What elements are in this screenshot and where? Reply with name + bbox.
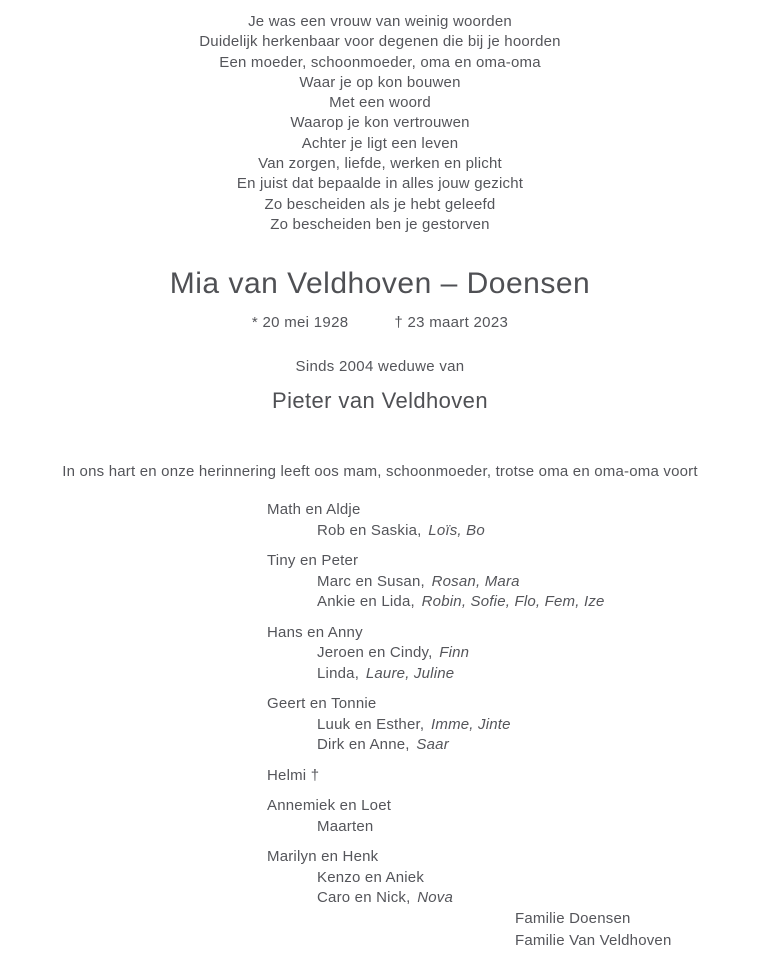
grandchildren-names: Laure, Juline (365, 664, 455, 682)
signature-line: Familie Van Veldhoven (515, 931, 672, 949)
spouse-name: Pieter van Veldhoven (272, 388, 488, 414)
poem-line: Waar je op kon bouwen (299, 73, 461, 91)
grandchildren-names: Loïs, Bo (428, 521, 485, 539)
family-child (317, 715, 760, 736)
family-child (317, 868, 760, 889)
family-child (317, 643, 760, 664)
child-names: Kenzo en Aniek (317, 868, 425, 886)
family-child (317, 817, 760, 838)
family-child (317, 572, 760, 593)
poem (0, 0, 760, 235)
poem-line: Van zorgen, liefde, werken en plicht (258, 155, 502, 173)
grandchildren-names: Finn (439, 644, 470, 662)
family-child (317, 521, 760, 542)
child-names: Ankie en Lida, (317, 593, 415, 611)
signature-line: Familie Doensen (515, 910, 631, 927)
poem-line: Een moeder, schoonmoeder, oma en oma-oma (219, 53, 541, 71)
family-child (317, 592, 760, 613)
family-group (267, 766, 760, 787)
widow-note: Sinds 2004 weduwe van (295, 358, 465, 376)
child-names: Dirk en Anne, (317, 736, 410, 754)
grandchildren-names: Nova (417, 889, 454, 907)
child-names: Linda, (317, 664, 360, 682)
child-names: Luuk en Esther, (317, 715, 425, 733)
family-parents: Annemiek en Loet (267, 797, 392, 815)
grandchildren-names: Robin, Sofie, Flo, Fem, Ize (421, 593, 605, 611)
deceased-name: Mia van Veldhoven – Doensen (169, 267, 591, 301)
memorial-line: In ons hart en onze herinnering leeft oos mam, schoonmoeder, trotse oma en oma-oma voort (62, 463, 698, 481)
birth-date: * 20 mei 1928 (251, 314, 349, 332)
family-parents: Marilyn en Henk (267, 848, 379, 866)
child-names: Maarten (317, 817, 374, 835)
family-child (317, 664, 760, 685)
poem-line: Met een woord (329, 94, 431, 112)
child-names: Marc en Susan, (317, 572, 425, 590)
death-date: † 23 maart 2023 (394, 314, 509, 332)
family-group (267, 796, 760, 837)
grandchildren-names: Imme, Jinte (431, 715, 511, 733)
poem-line: Waarop je kon vertrouwen (290, 114, 470, 132)
child-names: Caro en Nick, (317, 889, 411, 907)
family-list (267, 500, 760, 909)
family-group (267, 694, 760, 756)
grandchildren-names: Rosan, Mara (431, 572, 520, 590)
family-parents: Helmi † (267, 766, 320, 784)
signature (515, 908, 672, 951)
poem-line: Je was een vrouw van weinig woorden (248, 13, 512, 30)
family-group (267, 847, 760, 909)
family-group (267, 551, 760, 613)
poem-line: Zo bescheiden als je hebt geleefd (264, 195, 496, 213)
child-names: Jeroen en Cindy, (317, 644, 433, 662)
family-parents: Hans en Anny (267, 623, 363, 641)
poem-line: Duidelijk herkenbaar voor degenen die bij je hoorden (199, 33, 561, 51)
family-group (267, 500, 760, 541)
poem-line: En juist dat bepaalde in alles jouw gezicht (236, 175, 524, 193)
family-child (317, 735, 760, 756)
child-names: Rob en Saskia, (317, 521, 422, 539)
family-child (317, 888, 760, 909)
family-group (267, 623, 760, 685)
poem-line: Achter je ligt een leven (301, 134, 459, 152)
family-parents: Geert en Tonnie (267, 695, 377, 713)
life-dates (0, 314, 760, 331)
grandchildren-names: Saar (416, 736, 449, 754)
family-parents: Math en Aldje (267, 501, 361, 519)
poem-line: Zo bescheiden ben je gestorven (270, 215, 490, 233)
family-parents: Tiny en Peter (267, 552, 359, 570)
